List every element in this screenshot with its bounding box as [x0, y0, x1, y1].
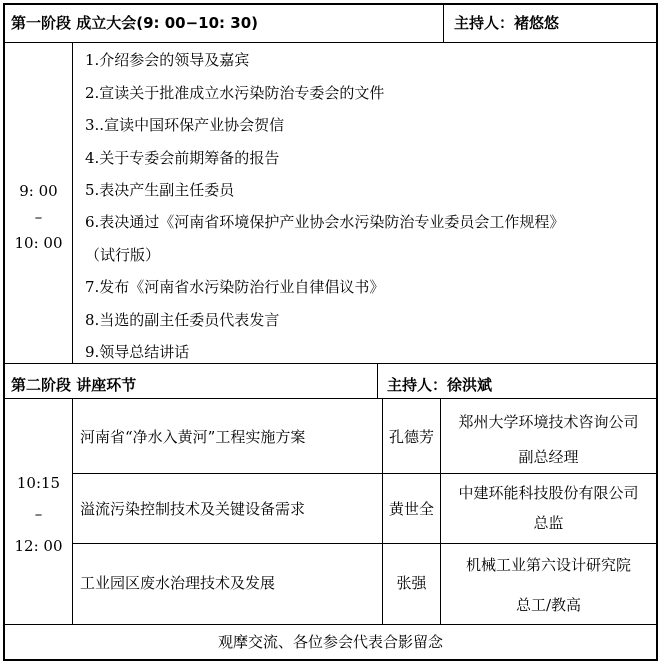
- talk-org: 郑州大学环境技术咨询公司: [458, 413, 639, 431]
- agenda-item: 4.关于专委会前期筹备的报告: [85, 149, 280, 167]
- stage2-title: 第二阶段 讲座环节: [11, 376, 137, 394]
- stage2-time-start: 10:15: [16, 474, 61, 492]
- rule-footer: [3, 624, 658, 625]
- talk-topic: 工业园区废水治理技术及发展: [80, 574, 276, 592]
- talk-speaker: 黄世全: [388, 500, 434, 518]
- agenda-item: 9.领导总结讲话: [85, 343, 190, 361]
- rule-stage2-time-divider: [72, 398, 73, 625]
- talk-topic: 溢流污染控制技术及关键设备需求: [80, 500, 306, 518]
- rule-stage1-header: [3, 42, 658, 43]
- talk-org: 中建环能科技股份有限公司: [458, 484, 639, 502]
- stage1-title: 第一阶段 成立大会(9: 00−10: 30): [11, 14, 259, 32]
- agenda-item: 3..宣读中国环保产业协会贺信: [85, 116, 285, 134]
- rule-stage1-time-divider: [72, 42, 73, 364]
- talk-speaker: 张强: [396, 574, 427, 592]
- agenda-item: 6.表决通过《河南省环境保护产业协会水污染防治专业委员会工作规程》: [85, 213, 565, 231]
- agenda-item: 5.表决产生副主任委员: [85, 181, 235, 199]
- talk-role: 副总经理: [518, 448, 579, 466]
- stage2-time-end: 12: 00: [14, 537, 63, 555]
- agenda-item: 8.当选的副主任委员代表发言: [85, 311, 280, 329]
- talk-topic: 河南省“净水入黄河”工程实施方案: [80, 428, 306, 446]
- stage1-host: 主持人：褚悠悠: [454, 14, 560, 32]
- rule-talk-row-2: [72, 543, 658, 544]
- stage2-host: 主持人：徐洪斌: [387, 376, 493, 394]
- agenda-item: 2.宣读关于批准成立水污染防治专委会的文件: [85, 84, 385, 102]
- talk-speaker: 孔德芳: [388, 428, 434, 446]
- rule-talk-row-1: [72, 473, 658, 474]
- border-top: [3, 3, 657, 5]
- rule-stage2-org-divider: [440, 398, 441, 625]
- rule-stage2-header: [3, 398, 658, 399]
- border-bottom: [3, 659, 658, 661]
- talk-org: 机械工业第六设计研究院: [465, 556, 631, 574]
- agenda-item: 1.介绍参会的领导及嘉宾: [85, 51, 250, 69]
- rule-stage1-host-divider: [443, 3, 444, 43]
- stage1-time-end: 10: 00: [14, 234, 63, 252]
- stage2-time-separator: –: [34, 505, 43, 523]
- border-left: [3, 3, 5, 661]
- agenda-item-continuation: （试行版）: [85, 246, 161, 264]
- agenda-item: 7.发布《河南省水污染防治行业自律倡议书》: [85, 278, 385, 296]
- rule-stage2-host-divider: [377, 363, 378, 399]
- stage1-time-separator: –: [34, 208, 43, 226]
- talk-role: 总监: [533, 514, 564, 532]
- stage1-time-start: 9: 00: [19, 182, 58, 200]
- border-right: [656, 3, 658, 661]
- closing-note: 观摩交流、各位参会代表合影留念: [217, 633, 443, 651]
- rule-stage1-end: [3, 363, 658, 364]
- talk-role: 总工/教高: [515, 596, 582, 614]
